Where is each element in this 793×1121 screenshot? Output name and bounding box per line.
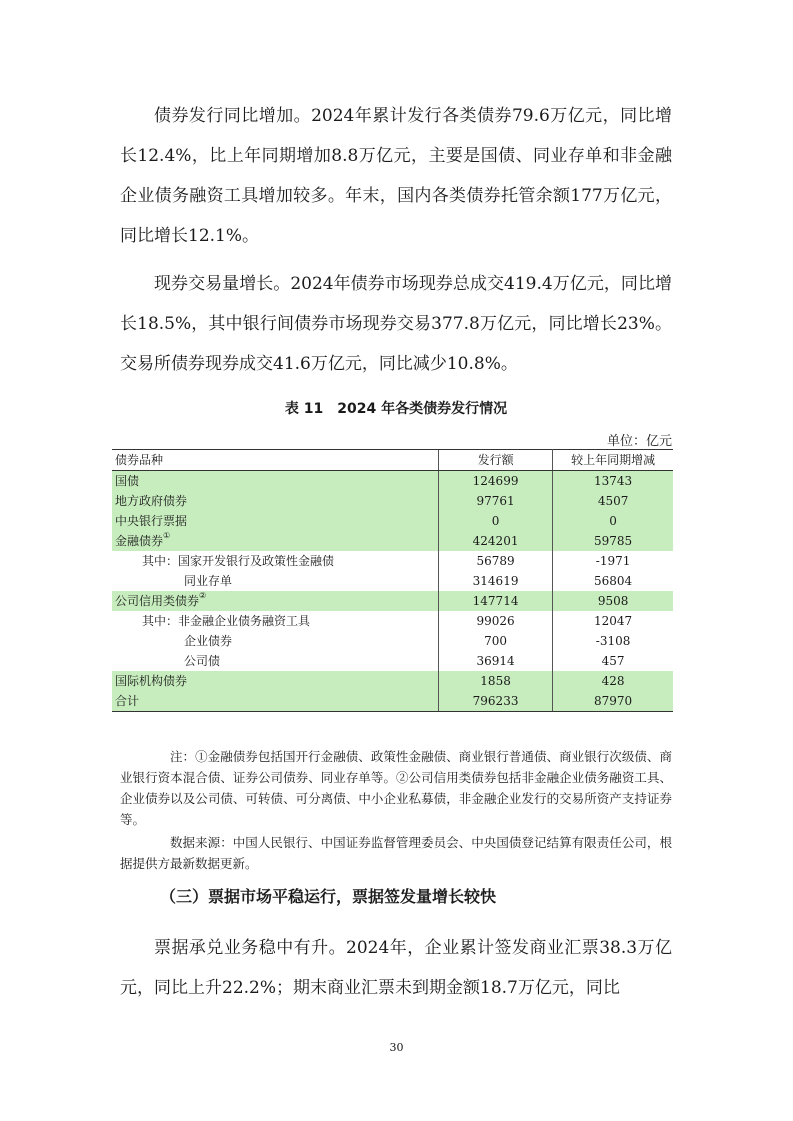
- row-change: 59785: [553, 531, 673, 551]
- row-name: 合计: [112, 691, 438, 712]
- table-row: [112, 571, 673, 591]
- row-change: 428: [553, 671, 673, 691]
- table-row: [112, 471, 673, 492]
- table-row: [112, 611, 673, 631]
- row-name-cell: [112, 531, 438, 551]
- table-row: [112, 651, 673, 671]
- row-name: 其中：国家开发银行及政策性金融债: [142, 554, 335, 568]
- table-unit: 单位：亿元: [606, 434, 672, 449]
- row-name: 其中：非金融企业债务融资工具: [142, 614, 311, 628]
- table-row: [112, 491, 673, 511]
- row-change: 12047: [593, 614, 633, 628]
- table-title: 表 11 2024 年各类债券发行情况: [284, 401, 508, 417]
- table-row: [112, 511, 673, 531]
- row-issue: 36914: [438, 651, 552, 671]
- table-header-row: [112, 450, 673, 471]
- footnote-marker: ①: [163, 531, 171, 540]
- header-bond-type: 债券品种: [112, 450, 438, 471]
- header-yoy-change: 较上年同期增减: [553, 450, 673, 471]
- table-row: [112, 551, 673, 571]
- row-name: 同业存单: [184, 574, 233, 588]
- row-change: -3108: [595, 634, 631, 648]
- row-name: 中央银行票据: [112, 511, 438, 531]
- row-change: 4507: [553, 491, 673, 511]
- header-issue-amount: 发行额: [438, 450, 552, 471]
- row-issue: 0: [438, 511, 552, 531]
- row-name: 金融债券: [115, 534, 164, 548]
- row-issue: 700: [438, 631, 552, 651]
- row-issue: 796233: [438, 691, 552, 712]
- row-change: 9508: [553, 591, 673, 611]
- table-row: [112, 591, 673, 611]
- row-change: -1971: [595, 554, 631, 568]
- row-change: 457: [601, 654, 625, 668]
- row-name-cell: [112, 591, 438, 611]
- row-issue: 314619: [438, 571, 552, 591]
- row-name: 公司信用类债券: [115, 594, 200, 608]
- table-footnote: 注：①金融债券包括国开行金融债、政策性金融债、商业银行普通债、商业银行次级债、商业银行资本混合债、证券公司债券、同业存单等。②公司信用类债券包括非金融企业债务融资工具、企业债券以及公司债、可转债、可分离债、中小企业私募债，非金融企业发行的交易所资产支持证券等。: [120, 749, 672, 827]
- row-issue: 124699: [438, 471, 552, 492]
- row-issue: 97761: [438, 491, 552, 511]
- bond-issuance-table: [112, 449, 673, 712]
- row-issue: 424201: [438, 531, 552, 551]
- row-name: 公司债: [184, 654, 221, 668]
- data-source-note: 数据来源：中国人民银行、中国证券监督管理委员会、中央国债登记结算有限责任公司，根据提供方最新数据更新。: [120, 835, 672, 871]
- table-row-total: [112, 691, 673, 712]
- row-name: 国际机构债券: [112, 671, 438, 691]
- row-issue: 1858: [438, 671, 552, 691]
- row-issue: 56789: [438, 551, 552, 571]
- paragraph-spot-trading: 现券交易量增长。2024年债券市场现券总成交419.4万亿元，同比增长18.5%，其中银行间债券市场现券交易377.8万亿元，同比增长23%。交易所债券现券成交41.6万亿元，同比减少10.8%。: [120, 274, 672, 374]
- table-row: [112, 671, 673, 691]
- table-row: [112, 531, 673, 551]
- row-name: 地方政府债券: [112, 491, 438, 511]
- row-change: 13743: [553, 471, 673, 492]
- paragraph-bill-acceptance: 票据承兑业务稳中有升。2024年，企业累计签发商业汇票38.3万亿元，同比上升22.2%；期末商业汇票未到期金额18.7万亿元，同比: [120, 938, 672, 998]
- table-row: [112, 631, 673, 651]
- row-name: 企业债券: [184, 634, 233, 648]
- row-change: 56804: [593, 574, 633, 588]
- row-change: 0: [553, 511, 673, 531]
- footnote-marker: ②: [199, 591, 207, 600]
- row-change: 87970: [553, 691, 673, 712]
- section-heading: （三）票据市场平稳运行，票据签发量增长较快: [160, 887, 497, 906]
- page-number: 30: [389, 1041, 404, 1054]
- row-issue: 99026: [438, 611, 552, 631]
- paragraph-bond-issuance: 债券发行同比增加。2024年累计发行各类债券79.6万亿元，同比增长12.4%，比上年同期增加8.8万亿元，主要是国债、同业存单和非金融企业债务融资工具增加较多。年末，国内各类债券托管余额177万亿元，同比增长12.1%。: [120, 106, 672, 246]
- row-name: 国债: [112, 471, 438, 492]
- row-issue: 147714: [438, 591, 552, 611]
